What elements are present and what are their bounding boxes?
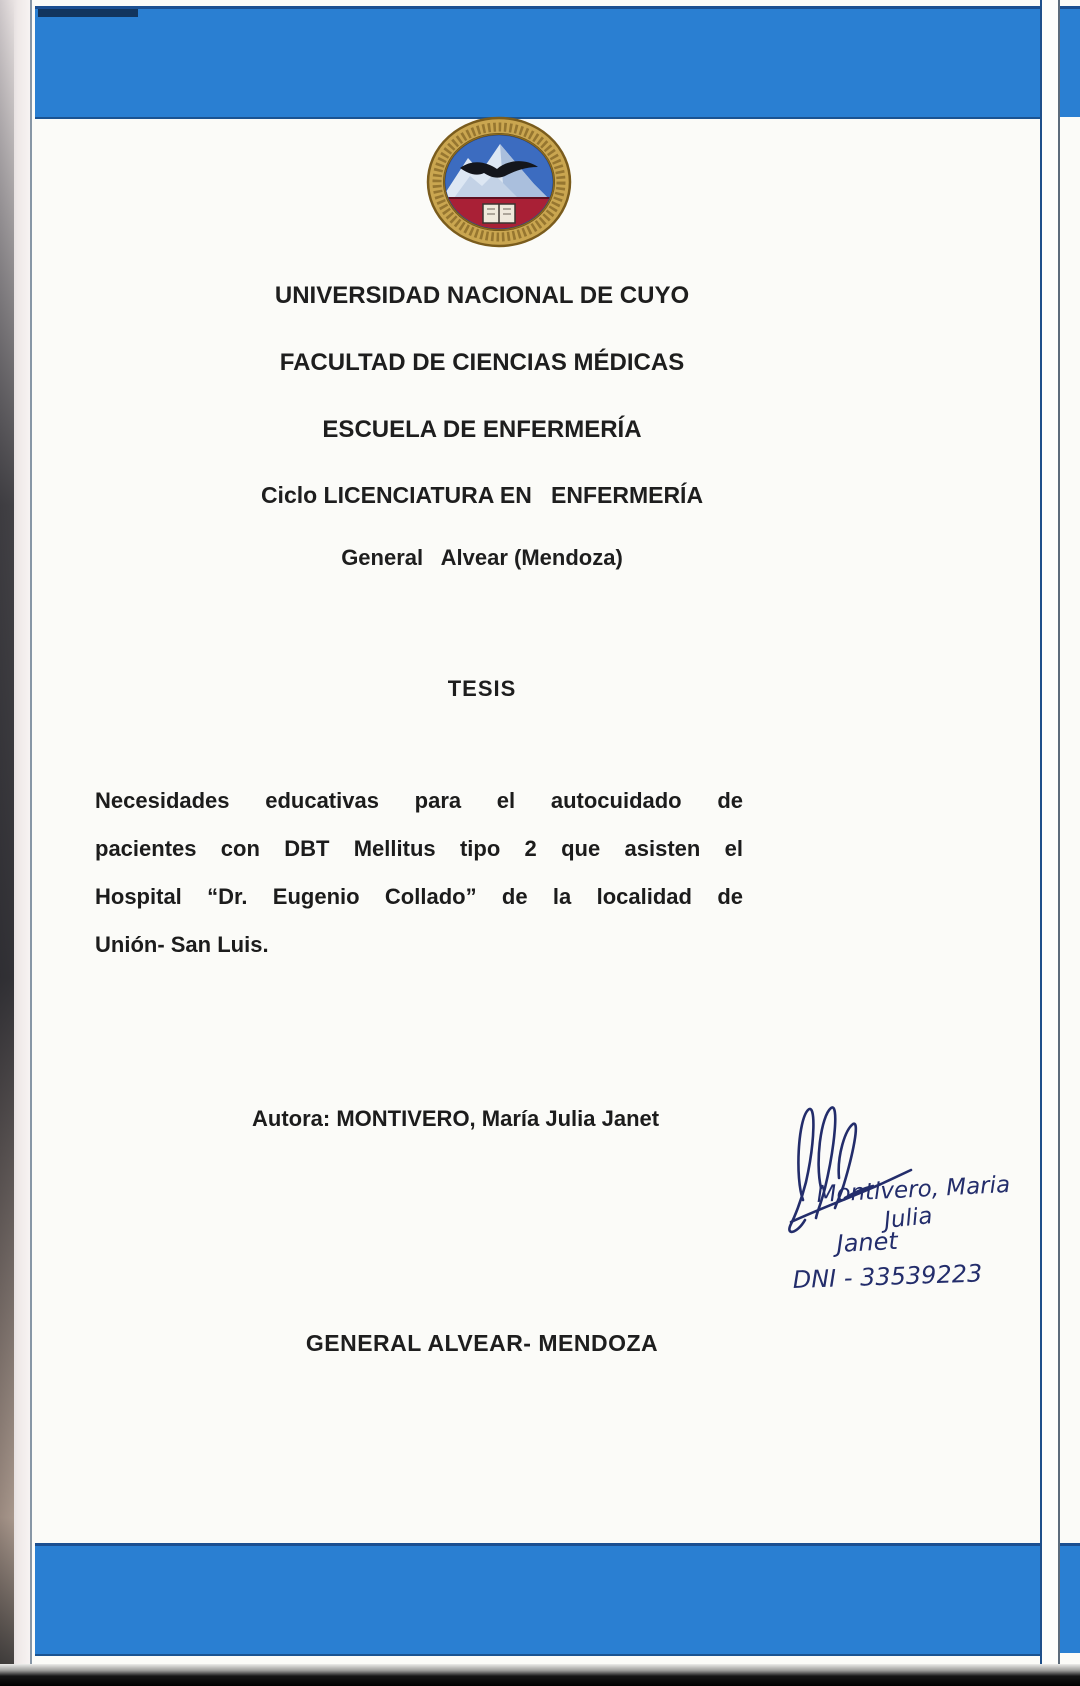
author-line: Autora: MONTIVERO, María Julia Janet xyxy=(252,1106,660,1131)
school-name: ESCUELA DE ENFERMERÍA xyxy=(322,416,642,443)
scanned-book-left-edge xyxy=(0,0,30,1686)
thesis-title-line: pacientes con DBT Mellitus tipo 2 que asisten el xyxy=(95,836,743,861)
thesis-title-line: Hospital “Dr. Eugenio Collado” de la localidad de xyxy=(95,884,743,909)
university-name: UNIVERSIDAD NACIONAL DE CUYO xyxy=(274,282,690,309)
page-gutter xyxy=(1042,0,1058,1664)
signature-middle-name: Julia xyxy=(882,1203,934,1234)
thesis-title xyxy=(95,777,743,969)
university-seal-icon xyxy=(424,116,574,248)
blue-frame-top-band xyxy=(35,6,1040,119)
sliver-blue-bottom xyxy=(1060,1543,1080,1653)
scanned-book-bottom-edge xyxy=(0,1664,1080,1686)
signature-dni-line: DNI - 33539223 xyxy=(792,1259,983,1294)
thesis-title-line: Necesidades educativas para el autocuidado de xyxy=(95,788,743,813)
program-name: Ciclo LICENCIATURA EN ENFERMERÍA xyxy=(260,482,704,508)
thesis-cover-page xyxy=(30,0,1042,1664)
signature-name-line: Montivero, Maria xyxy=(815,1171,1011,1208)
footer-location: GENERAL ALVEAR- MENDOZA xyxy=(305,1330,659,1356)
sliver-blue-top xyxy=(1060,6,1080,117)
adjacent-page-sliver xyxy=(1058,0,1080,1664)
frame-corner-shadow xyxy=(38,9,138,17)
document-type-label: TESIS xyxy=(447,676,517,701)
signature-last-name: Janet xyxy=(835,1226,899,1258)
blue-frame-bottom-band xyxy=(35,1543,1040,1656)
thesis-title-line: Unión- San Luis. xyxy=(95,932,269,957)
campus-location: General Alvear (Mendoza) xyxy=(341,545,623,570)
faculty-name: FACULTAD DE CIENCIAS MÉDICAS xyxy=(279,349,685,376)
signature-block xyxy=(745,1050,1075,1320)
